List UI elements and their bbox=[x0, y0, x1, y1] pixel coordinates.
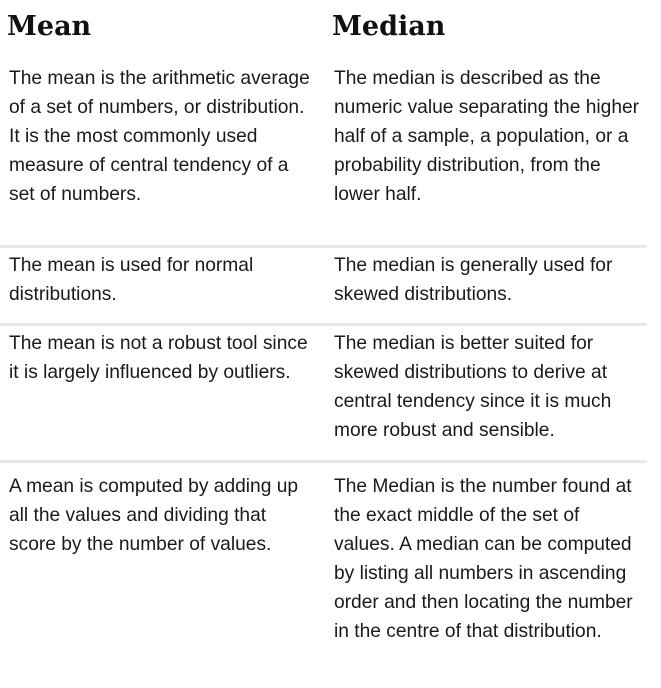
mean-cell: A mean is computed by adding up all the values and dividing that score by the number of values. bbox=[9, 476, 299, 555]
mean-cell: The mean is used for normal distributions. bbox=[9, 255, 254, 305]
median-cell: The median is better suited for skewed distributions to derive at central tendency since it is much more robust and sensible. bbox=[334, 333, 612, 441]
table-row bbox=[0, 463, 647, 688]
median-cell: The median is generally used for skewed distributions. bbox=[334, 255, 613, 305]
table-header-row bbox=[0, 0, 647, 61]
table-row bbox=[0, 326, 647, 463]
table-row bbox=[0, 248, 647, 326]
mean-column-header: Mean bbox=[7, 11, 92, 42]
mean-cell: The mean is not a robust tool since it is largely influenced by outliers. bbox=[9, 333, 308, 383]
median-column-header: Median bbox=[332, 11, 446, 42]
median-cell: The median is described as the numeric value separating the higher half of a sample, a population, or a probability distribution, from the lower half. bbox=[334, 68, 640, 205]
median-cell: The Median is the number found at the exact middle of the set of values. A median can be computed by listing all numbers in ascending order and then locating the number in the centre of that distribution. bbox=[334, 476, 633, 642]
mean-cell: The mean is the arithmetic average of a set of numbers, or distribution. It is the most commonly used measure of central tendency of a set of numbers. bbox=[9, 68, 310, 205]
table-row bbox=[0, 61, 647, 248]
